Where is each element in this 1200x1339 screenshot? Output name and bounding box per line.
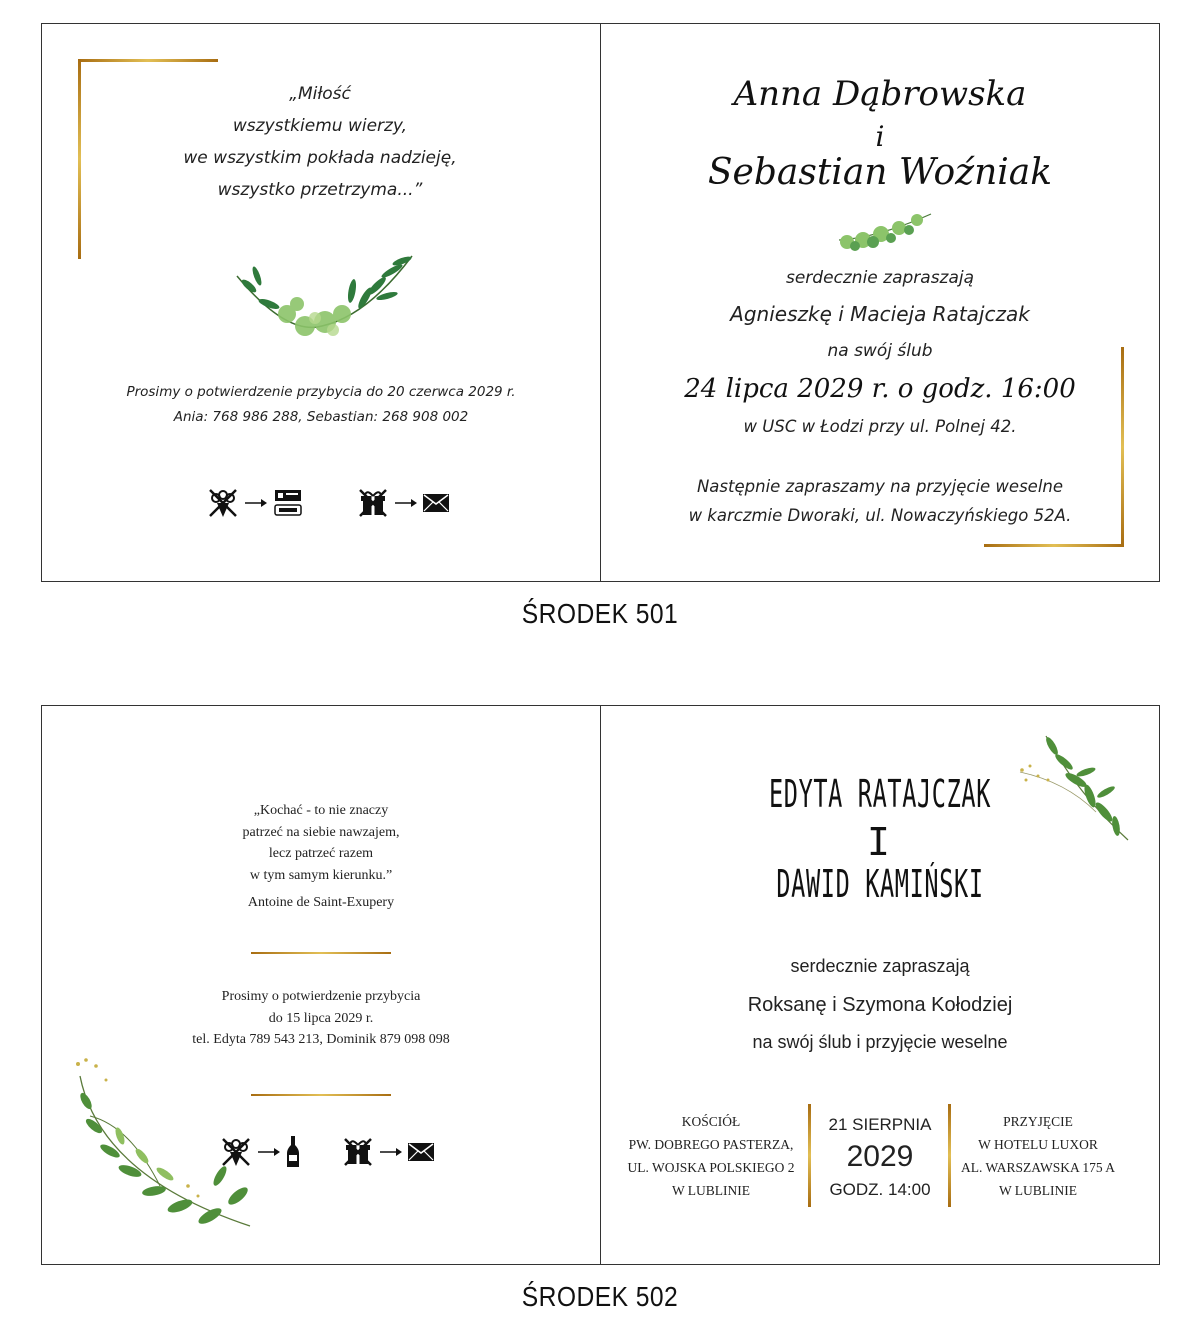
rsvp-line: Prosimy o potwierdzenie przybycia xyxy=(221,989,421,1004)
reception-line: W LUBLINIE xyxy=(998,1183,1078,1198)
love-quote xyxy=(42,800,600,886)
groom-name: Sebastian Woźniak xyxy=(707,152,1053,193)
love-quote xyxy=(40,78,600,206)
bouquet-crossed-icon xyxy=(220,1136,252,1168)
quote-line: wszystko przetrzyma...” xyxy=(217,180,423,200)
date-day: 21 SIERPNIA xyxy=(828,1115,932,1134)
gift-crossed-icon xyxy=(342,1136,374,1168)
arrow-right-icon xyxy=(395,498,417,508)
quote-line: „Kochać - to nie znaczy xyxy=(253,803,389,818)
arrow-right-icon xyxy=(245,498,267,508)
wedding-date-time: 24 lipca 2029 r. o godz. 16:00 xyxy=(684,374,1076,404)
gift-preferences-icons xyxy=(207,487,449,519)
date-block xyxy=(813,1114,947,1202)
guest-names: Agnieszkę i Macieja Ratajczak xyxy=(730,302,1030,326)
rsvp-line: tel. Edyta 789 543 213, Dominik 879 098 098 xyxy=(192,1032,450,1047)
date-year: 2029 xyxy=(846,1140,914,1173)
church-line: W LUBLINIE xyxy=(671,1183,751,1198)
rsvp-block xyxy=(42,986,600,1051)
invitation-card-501 xyxy=(41,23,1160,582)
reception-line: W HOTELU LUXOR xyxy=(978,1137,1098,1152)
invitation-card-502 xyxy=(41,705,1160,1265)
card-502-left-panel xyxy=(42,706,600,1264)
gold-divider-bottom xyxy=(251,1094,391,1096)
gold-frame-right xyxy=(1121,347,1124,547)
gold-separator-left xyxy=(808,1104,811,1207)
quote-line: wszystkiemu wierzy, xyxy=(232,116,408,136)
rsvp-line: do 15 lipca 2029 r. xyxy=(268,1010,374,1026)
gold-separator-right xyxy=(948,1104,951,1207)
eucalyptus-sprig-illustration xyxy=(837,210,933,254)
variant-label-502: ŚRODEK 502 xyxy=(521,1281,679,1312)
envelope-icon xyxy=(423,494,449,512)
bride-name: Anna Dąbrowska xyxy=(733,74,1027,114)
reception-line: AL. WARSZAWSKA 175 A xyxy=(961,1160,1115,1175)
occasion-text: na swój ślub xyxy=(827,341,933,361)
reception-line-2: w karczmie Dworaki, ul. Nowaczyńskiego 52A. xyxy=(688,506,1072,525)
contacts-line: Ania: 768 986 288, Sebastian: 268 908 002 xyxy=(173,409,469,425)
quote-line: lecz patrzeć razem xyxy=(268,846,374,861)
reception-details xyxy=(953,1110,1123,1202)
reception-line-1: Następnie zapraszamy na przyjęcie weselne xyxy=(696,477,1064,496)
rsvp-line: Prosimy o potwierdzenie przybycia do 20 czerwca 2029 r. xyxy=(126,384,516,400)
guest-names: Roksanę i Szymona Kołodziej xyxy=(747,994,1013,1016)
bride-name: EDYTA RATAJCZAK xyxy=(768,772,992,816)
gift-crossed-icon xyxy=(357,487,389,519)
invite-text: serdecznie zapraszają xyxy=(790,956,970,976)
occasion-text: na swój ślub i przyjęcie weselne xyxy=(752,1032,1008,1052)
church-line: KOŚCIÓŁ xyxy=(681,1114,741,1129)
quote-line: patrzeć na siebie nawzajem, xyxy=(242,824,400,840)
arrow-right-icon xyxy=(258,1147,280,1157)
quote-line: we wszystkim pokłada nadzieję, xyxy=(183,148,457,168)
and-conjunction: I xyxy=(867,820,893,864)
invite-text: serdecznie zapraszają xyxy=(785,268,975,288)
gold-frame-top xyxy=(78,59,218,62)
variant-label-501: ŚRODEK 501 xyxy=(521,598,679,629)
church-line: PW. DOBREGO PASTERZA, xyxy=(628,1137,794,1152)
church-line: UL. WOJSKA POLSKIEGO 2 xyxy=(627,1160,795,1175)
lottery-tickets-icon xyxy=(273,488,303,518)
gold-divider-top xyxy=(251,952,391,954)
reception-line: PRZYJĘCIE xyxy=(1003,1114,1073,1129)
card-501-right-panel xyxy=(601,24,1159,581)
eucalyptus-wreath-illustration xyxy=(227,246,417,336)
quote-line: w tym samym kierunku.” xyxy=(249,867,393,883)
arrow-right-icon xyxy=(380,1147,402,1157)
quote-author: Antoine de Saint-Exupery xyxy=(247,895,395,910)
wine-bottle-icon xyxy=(286,1136,300,1168)
and-conjunction: i xyxy=(875,120,885,153)
groom-name: DAWID KAMIŃSKI xyxy=(776,862,984,906)
ceremony-venue: w USC w Łodzi przy ul. Polnej 42. xyxy=(743,417,1017,436)
church-details xyxy=(621,1110,801,1202)
quote-line: „Miłość xyxy=(289,84,351,104)
gift-preferences-icons xyxy=(220,1136,434,1168)
envelope-icon xyxy=(408,1143,434,1161)
ceremony-time: GODZ. 14:00 xyxy=(829,1180,931,1199)
card-502-right-panel xyxy=(601,706,1159,1264)
rsvp-block xyxy=(42,380,600,430)
card-501-left-panel xyxy=(42,24,600,581)
gold-frame-bottom xyxy=(984,544,1124,547)
bouquet-crossed-icon xyxy=(207,487,239,519)
